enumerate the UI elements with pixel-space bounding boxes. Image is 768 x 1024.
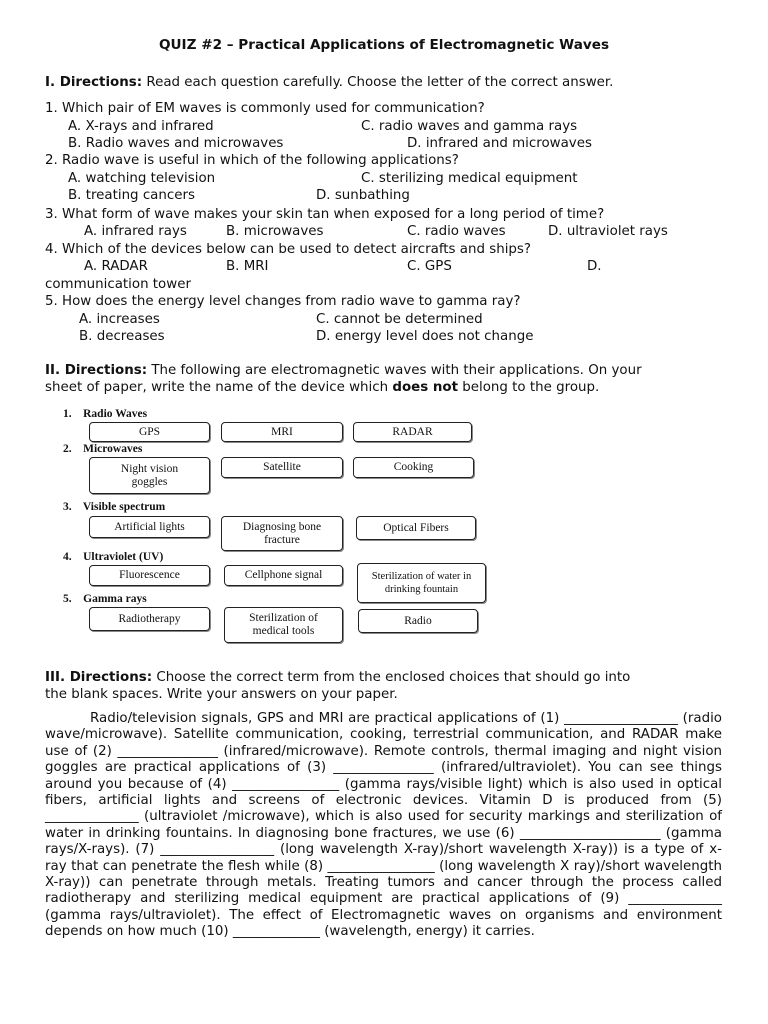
quiz-title: QUIZ #2 – Practical Applications of Electromagnetic Waves	[158, 37, 610, 53]
group3-item-2: Diagnosing bone fracture	[221, 516, 343, 551]
group4-label	[63, 551, 163, 563]
q1-option-c: C. radio waves and gamma rays	[361, 119, 578, 134]
q4-option-d: D.	[587, 259, 602, 274]
group4-item-2: Cellphone signal	[224, 565, 343, 586]
group1-item-1: GPS	[89, 422, 210, 442]
group2-item-3: Cooking	[353, 457, 474, 478]
part3-passage: Radio/television signals, GPS and MRI are practical applications of (1) _________________ (radio wave/microwave). Satellite communication, cooking, terrestrial communication, and RADAR make use of (2) _______________ (infrared/microwave). Remote controls, thermal imaging and night vision goggles are practical applications of (3) _______________ (infrared/ultraviolet). You can see things around you because of (4) ________________ (gamma rays/visible light) which is also used in optical fibers, artificial lights and screens of electronic devices. Vitamin D is produced from (5) ______________ (ultraviolet /microwave), which is also used for security markings and sterilization of water in drinking fountains. In diagnosing bone fractures, we use (6) _____________________ (gamma rays/X-rays). (7) _________________ (long wavelength X-ray)/short wavelength X-ray)) is a type of x-ray that can penetrate the flesh while (8) ________________ (long wavelength X ray)/short wavelength X-ray)) can penetrate through metals. Treating tumors and cancer through the process called radiotherapy and sterilizing medical equipment are practical applications of (9) ______________ (gamma rays/ultraviolet). The effect of Electromagnetic waves on organisms and environment depends on how much (10) _____________ (wavelength, energy) it carries.	[45, 711, 722, 940]
group5-item-2: Sterilization of medical tools	[224, 607, 343, 643]
q5-option-b: B. decreases	[79, 329, 165, 344]
group3-num: 3.	[63, 501, 72, 513]
group3-item-3: Optical Fibers	[356, 516, 476, 540]
q3-option-d: D. ultraviolet rays	[548, 224, 668, 239]
q1-option-b: B. Radio waves and microwaves	[68, 136, 284, 151]
group1-num: 1.	[63, 408, 72, 420]
q3-option-b: B. microwaves	[226, 224, 324, 239]
group5-num: 5.	[63, 593, 72, 605]
group5-item-1: Radiotherapy	[89, 607, 210, 631]
group2-item-1: Night vision goggles	[89, 457, 210, 494]
q3-text: 3. What form of wave makes your skin tan when exposed for a long period of time?	[45, 207, 605, 222]
group1-item-2: MRI	[221, 422, 343, 442]
q4-option-b: B. MRI	[226, 259, 269, 274]
part3-instruction-b: the blank spaces. Write your answers on your paper.	[45, 687, 398, 702]
q2-option-d: D. sunbathing	[316, 188, 410, 203]
q4-option-a: A. RADAR	[84, 259, 148, 274]
q5-text: 5. How does the energy level changes from radio wave to gamma ray?	[45, 294, 521, 309]
group4-num: 4.	[63, 551, 72, 563]
group2-item-2: Satellite	[221, 457, 343, 478]
part1-heading: I. Directions:	[45, 75, 143, 90]
group1-name: Radio Waves	[83, 408, 148, 420]
group5-label	[63, 593, 147, 605]
part2-heading: II. Directions:	[45, 363, 148, 378]
group1-label	[63, 408, 147, 420]
group2-num: 2.	[63, 443, 72, 455]
q1-option-d: D. infrared and microwaves	[407, 136, 592, 151]
q3-option-c: C. radio waves	[407, 224, 506, 239]
part2-directions	[45, 362, 642, 379]
part1-instruction: Read each question carefully. Choose the letter of the correct answer.	[146, 75, 614, 90]
q2-option-a: A. watching television	[68, 171, 216, 186]
q4-option-d-continued: communication tower	[45, 277, 191, 292]
group4-item-1: Fluorescence	[89, 565, 210, 586]
group1-item-3: RADAR	[353, 422, 472, 442]
group5-name: Gamma rays	[83, 593, 147, 605]
q1-text: 1. Which pair of EM waves is commonly used for communication?	[45, 101, 485, 116]
part1-directions	[45, 74, 613, 91]
part2-instruction-bold: does not	[392, 380, 459, 395]
q3-option-a: A. infrared rays	[84, 224, 187, 239]
group2-label	[63, 443, 142, 455]
q4-option-c: C. GPS	[407, 259, 452, 274]
group4-item-3: Sterilization of water in drinking fountain	[357, 563, 486, 603]
part3-heading: III. Directions:	[45, 670, 153, 685]
group3-item-1: Artificial lights	[89, 516, 210, 538]
group3-name: Visible spectrum	[82, 501, 166, 513]
part2-instruction-b: sheet of paper, write the name of the device which	[45, 380, 389, 395]
q5-option-c: C. cannot be determined	[316, 312, 483, 327]
q2-option-c: C. sterilizing medical equipment	[361, 171, 578, 186]
q5-option-d: D. energy level does not change	[316, 329, 534, 344]
q4-text: 4. Which of the devices below can be used to detect aircrafts and ships?	[45, 242, 532, 257]
group4-name: Ultraviolet (UV)	[83, 551, 164, 563]
group5-item-3: Radio	[358, 609, 478, 633]
part2-instruction-c: belong to the group.	[462, 380, 600, 395]
group3-label	[63, 501, 165, 513]
part2-directions-line2	[45, 379, 599, 396]
part2-instruction-a: The following are electromagnetic waves with their applications. On your	[151, 363, 642, 378]
q1-option-a: A. X-rays and infrared	[68, 119, 214, 134]
group2-name: Microwaves	[83, 443, 143, 455]
q2-option-b: B. treating cancers	[68, 188, 195, 203]
q2-text: 2. Radio wave is useful in which of the following applications?	[45, 153, 459, 168]
part3-directions	[45, 669, 630, 686]
q5-option-a: A. increases	[79, 312, 160, 327]
part3-instruction-a: Choose the correct term from the enclosed choices that should go into	[156, 670, 631, 685]
